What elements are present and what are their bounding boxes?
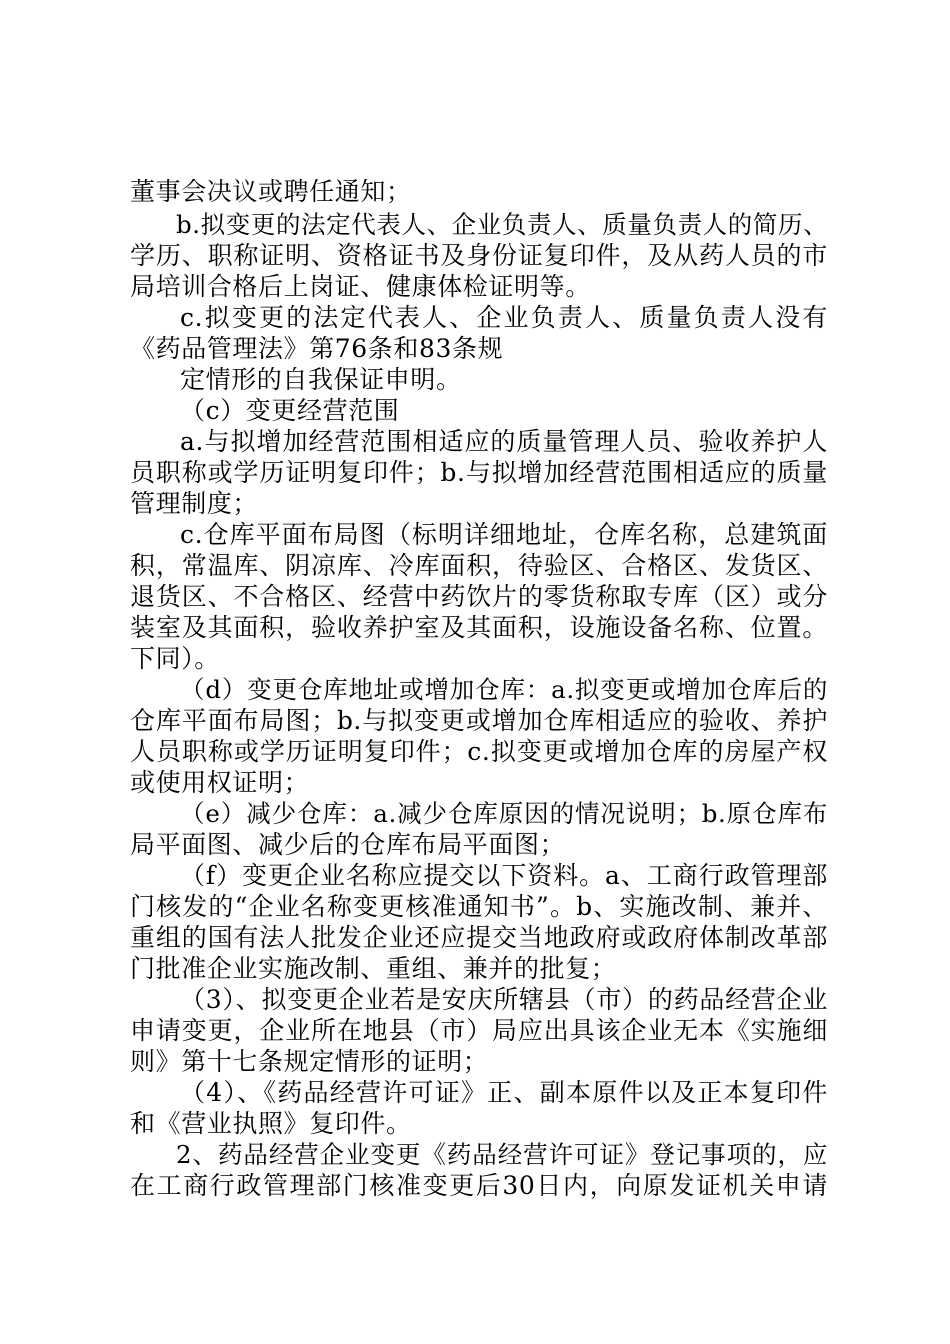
text-line-5: c.拟变更的法定代表人、企业负责人、质量负责人没有 <box>180 303 828 332</box>
text-line-28: 申请变更，企业所在地县（市）局应出具该企业无本《实施细 <box>130 1016 828 1045</box>
text-line-32: 2、药品经营企业变更《药品经营许可证》登记事项的，应 <box>176 1140 828 1169</box>
text-line-27: （3）、拟变更企业若是安庆所辖县（市）的药品经营企业 <box>180 985 828 1014</box>
text-line-17: （d）变更仓库地址或增加仓库：a.拟变更或增加仓库后的 <box>180 675 828 704</box>
text-line-24: 门核发的“企业名称变更核准通知书”。b、实施改制、兼并、 <box>130 892 828 921</box>
text-line-12: c.仓库平面布局图（标明详细地址，仓库名称，总建筑面 <box>180 520 828 549</box>
text-line-6: 《药品管理法》第76条和83条规 <box>130 334 504 363</box>
text-line-19: 人员职称或学历证明复印件；c.拟变更或增加仓库的房屋产权 <box>130 737 828 766</box>
text-line-3: 学历、职称证明、资格证书及身份证复印件，及从药人员的市 <box>130 241 828 270</box>
text-line-29: 则》第十七条规定情形的证明； <box>130 1047 489 1076</box>
text-line-15: 装室及其面积，验收养护室及其面积，设施设备名称、位置。 <box>130 613 828 642</box>
text-line-11: 管理制度； <box>130 489 259 518</box>
text-line-25: 重组的国有法人批发企业还应提交当地政府或政府体制改革部 <box>130 923 828 952</box>
text-line-8: （c）变更经营范围 <box>180 396 400 425</box>
text-line-31: 和《营业执照》复印件。 <box>130 1109 412 1138</box>
text-line-22: 局平面图、减少后的仓库布局平面图； <box>130 830 566 859</box>
text-line-1: 董事会决议或聘任通知； <box>130 177 412 206</box>
text-line-33: 在工商行政管理部门核准变更后30日内，向原发证机关申请 <box>130 1171 828 1200</box>
text-line-16: 下同）。 <box>130 644 220 673</box>
text-line-14: 退货区、不合格区、经营中药饮片的零货称取专库（区）或分 <box>130 582 828 611</box>
text-line-26: 门批准企业实施改制、重组、兼并的批复； <box>130 954 617 983</box>
text-line-9: a.与拟增加经营范围相适应的质量管理人员、验收养护人 <box>180 427 828 456</box>
text-line-7: 定情形的自我保证申明。 <box>180 365 462 394</box>
text-line-13: 积，常温库、阴凉库、冷库面积，待验区、合格区、发货区、 <box>130 551 828 580</box>
text-line-10: 员职称或学历证明复印件；b.与拟增加经营范围相适应的质量 <box>130 458 828 487</box>
text-line-2: b.拟变更的法定代表人、企业负责人、质量负责人的简历、 <box>176 210 829 239</box>
text-line-23: （f）变更企业名称应提交以下资料。a、工商行政管理部 <box>180 861 828 890</box>
text-line-18: 仓库平面布局图；b.与拟变更或增加仓库相适应的验收、养护 <box>130 706 828 735</box>
text-line-4: 局培训合格后上岗证、健康体检证明等。 <box>130 272 591 301</box>
text-line-30: （4）、《药品经营许可证》正、副本原件以及正本复印件 <box>180 1078 828 1107</box>
text-line-20: 或使用权证明； <box>130 768 310 797</box>
text-line-21: （e）减少仓库：a.减少仓库原因的情况说明；b.原仓库布 <box>180 799 828 828</box>
